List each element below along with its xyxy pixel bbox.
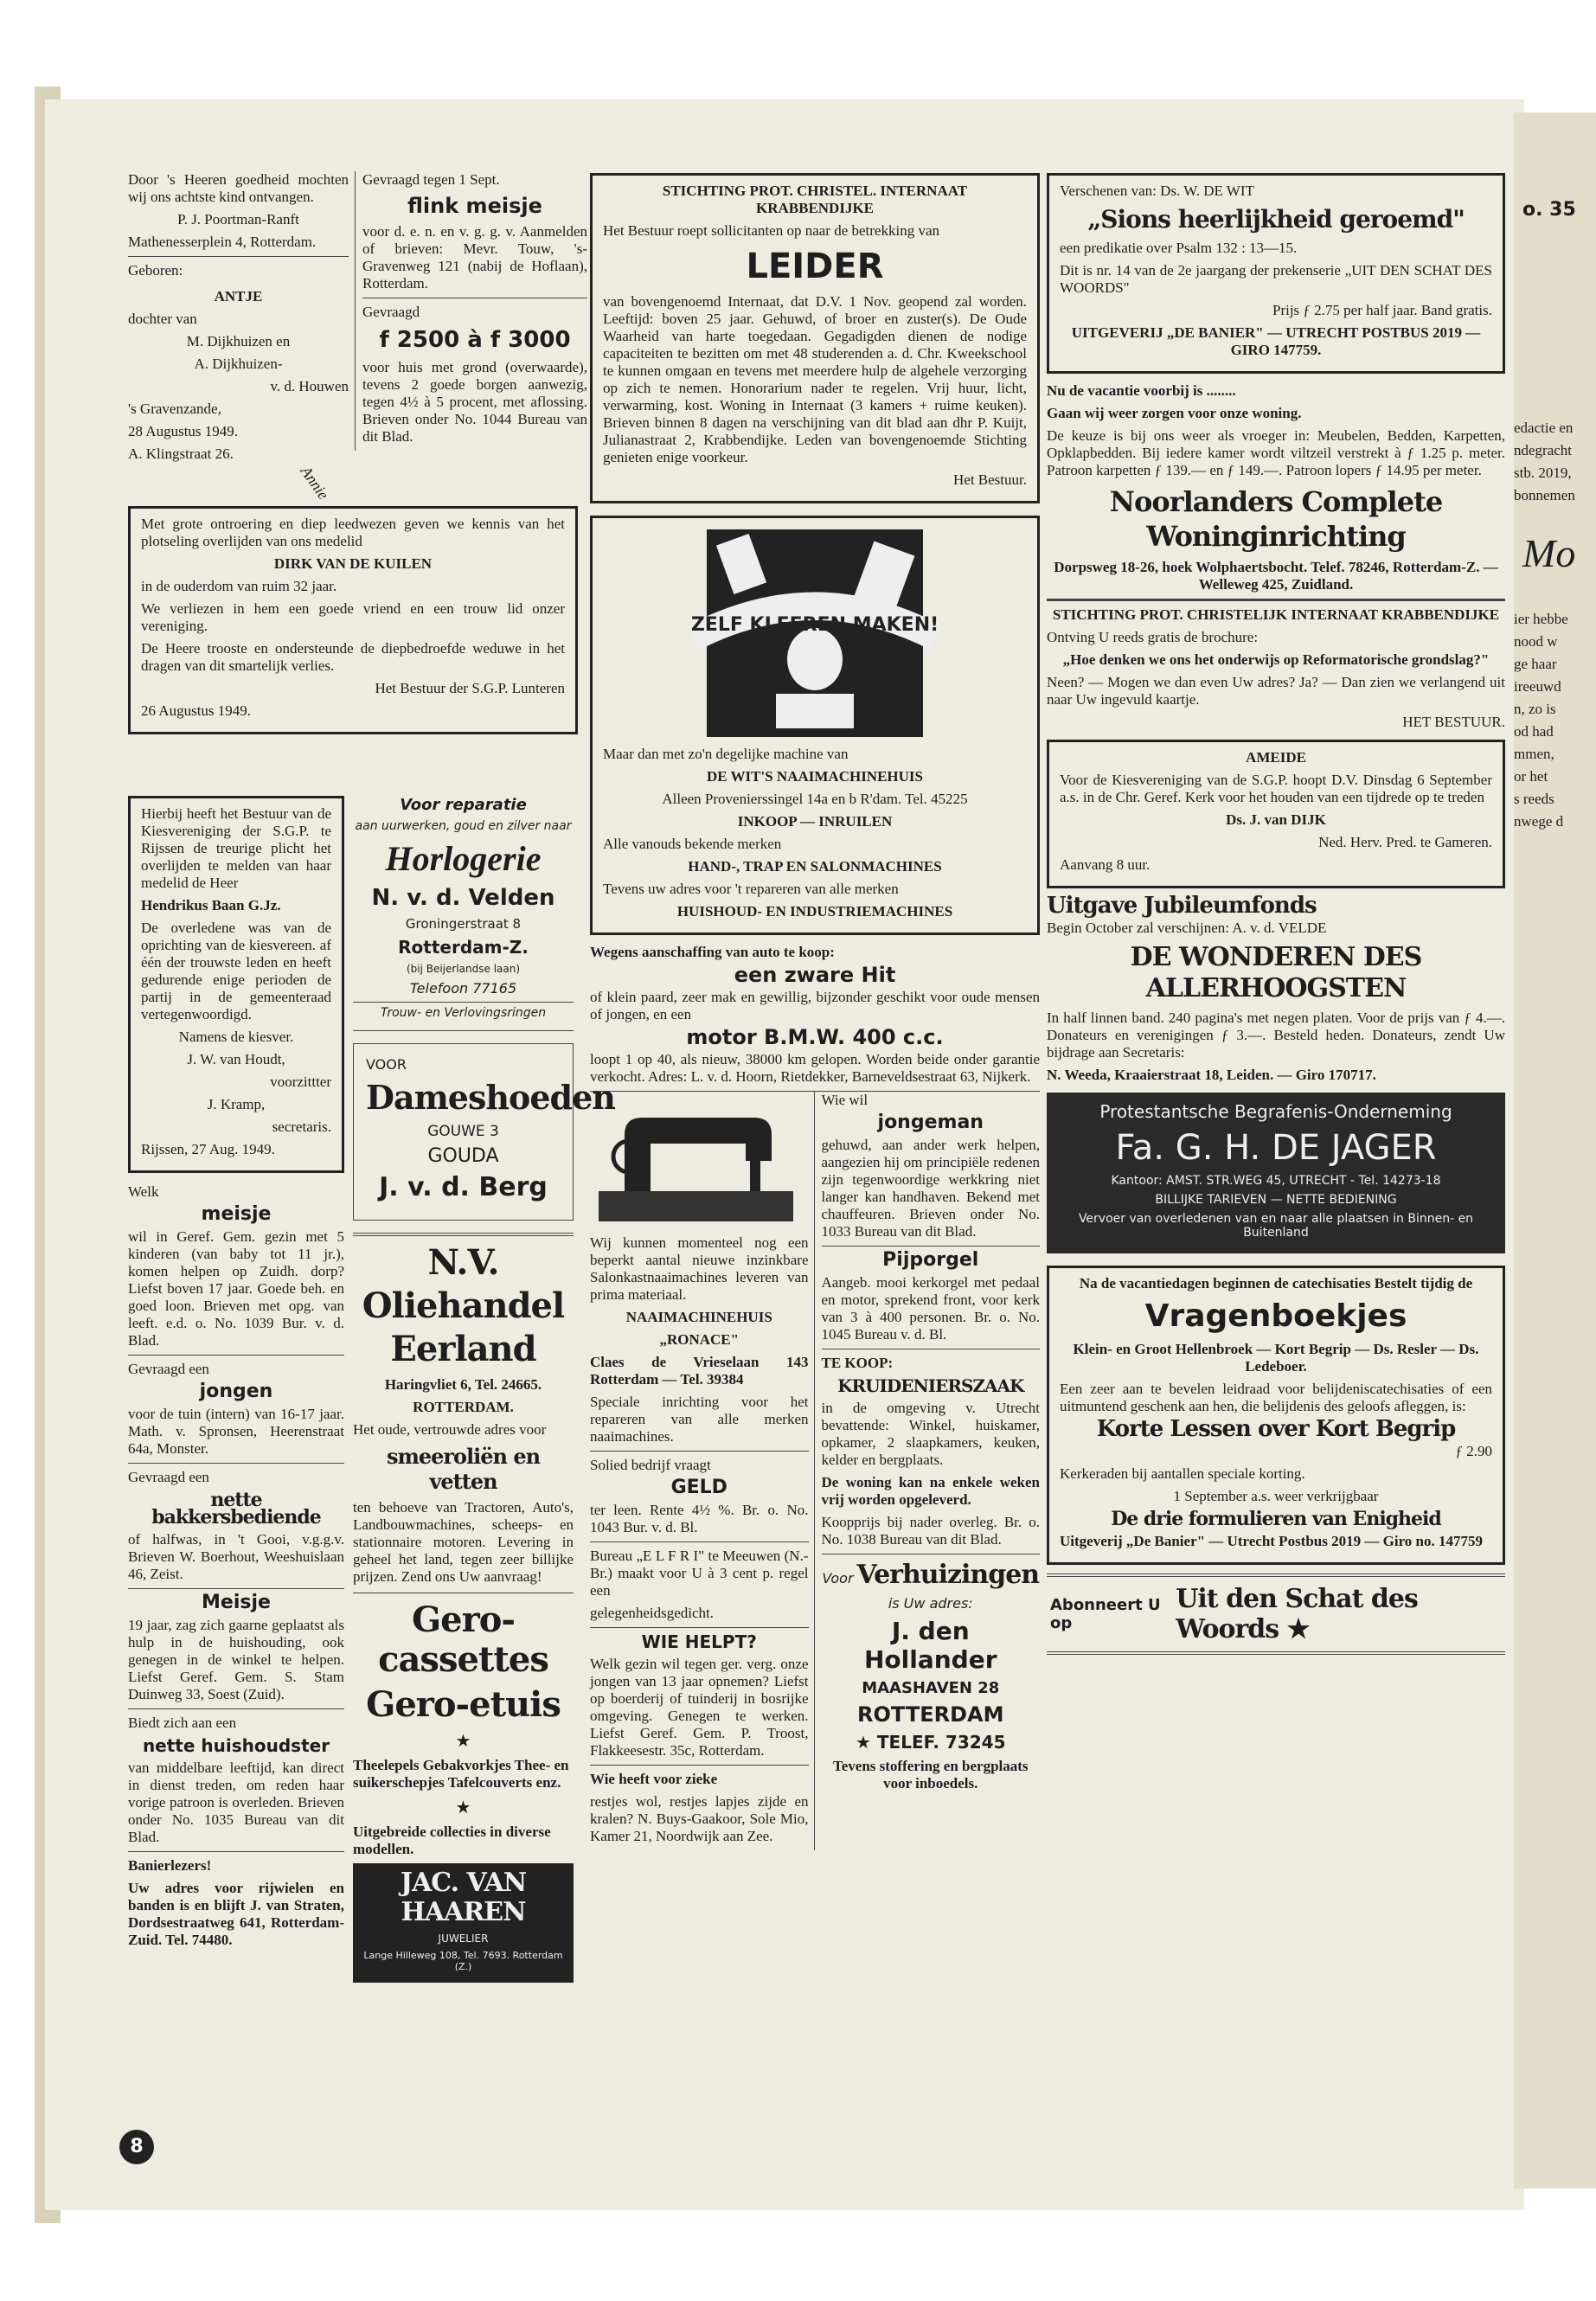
ad-meisje-welk: Welk meisje wil in Geref. Gem. gezin met 5 kinderen (van baby tot 11 jr.), komen helpen op Zuidh. dorp? Liefst boven 17 jaar. Goede beh. en goed loon. Brieven met opg. van leeft. e.d. o. No. 1039 Bur. v. d. Blad. <box>128 1183 344 1349</box>
sewing-illustration <box>603 525 1027 741</box>
column-3-bottom <box>590 1091 1040 1850</box>
mourning-notice-baan: Hierbij heeft het Bestuur van de Kiesvereniging der S.G.P. te Rijssen de treurige plicht het overlijden te melden van haar medelid de Heer Hendrikus Baan G.Jz. De overledene was van de oprichting van de kiesvereen. af één der trouwste leden en heeft gedurende enige perioden de partij in de gemeenteraad vertegenwoordigd. Namens de kiesver. J. W. van Houdt, voorzittter J. Kramp, secretaris. Rijssen, 27 Aug. 1949. <box>128 796 344 1173</box>
column-3a <box>590 1092 815 1850</box>
ad-huishoudster: Biedt zich aan een nette huishoudster van middelbare leeftijd, kan direct in dienst treden, om reden haar vorige patroon is overleden. Brieven onder No. 1035 Bureau van dit Blad. <box>128 1715 344 1845</box>
ad-naaimachinehuis: ZELF KLEEREN MAKEN! Maar dan met zo'n degelijke machine van DE WIT'S NAAIMACHINEHUIS Alleen Provenierssingel 14a en b R'dam. Tel. 45225 INKOOP — INRUILEN Alle vanouds bekende merken HAND-, TRAP EN SALONMACHINES Tevens uw adres voor 't repareren van alle merken HUISHOUD- EN INDUSTRIEMACHINES <box>590 516 1040 935</box>
ad-de-jager: Protestantsche Begrafenis-Onderneming Fa. G. H. DE JAGER Kantoor: AMST. STR.WEG 45, UTRECHT - Tel. 14273-18 BILLIJKE TARIEVEN — NETTE BEDIENING Vervoer van overledenen van en naar alle plaatsen in Binnen- en Buitenland <box>1047 1093 1505 1253</box>
banner-text: ZELF KLEEREN MAKEN! <box>690 614 939 636</box>
ad-hollander: Voor Verhuizingen is Uw adres: J. den Hollander MAASHAVEN 28 ROTTERDAM ★ TELEF. 73245 Tevens stoffering en bergplaats voor inboedels. <box>822 1560 1040 1791</box>
ad-horlogerie: Voor reparatie aan uurwerken, goud en zilver naar Horlogerie N. v. d. Velden Groningerstraat 8 Rotterdam-Z. (bij Beijerlandse laan) Telefoon 77165 Trouw- en Verlovingsringen <box>353 796 574 1031</box>
column-1 <box>128 171 349 503</box>
column-2-lower <box>353 796 615 1983</box>
ad-jubileumfonds: Uitgave Jubileumfonds Begin October zal verschijnen: A. v. d. VELDE DE WONDEREN DES ALLERHOOGSTEN In half linnen band. 240 pagina's met negen platen. Voor de prijs van ƒ 4.—. Donateurs en verenigingen ƒ 3.—. Besteld heden. Donateurs, zendt Uw bijdrage aan Secretaris: N. Weeda, Kraaierstraat 18, Leiden. — Giro 170717. <box>1047 893 1505 1083</box>
ad-dameshoeden: VOOR Dameshoeden GOUWE 3 GOUDA J. v. d. Berg <box>353 1043 574 1221</box>
ad-pijporgel: Pijporgel Aangeb. mooi kerkorgel met pedaal en motor, sprekend front, voor kerk van 3 à 400 personen. Br. o. No. 1045 Bureau v. d. Bl. <box>821 1249 1040 1343</box>
column-2-top <box>355 171 587 451</box>
column-3b <box>815 1092 1041 1850</box>
ad-wie-helpt: WIE HELPT? Welk gezin wil tegen ger. verg. onze jongen van 13 jaar opnemen? Liefst op boerderij of tuinderij in bosrijke omgeving. Genegen te werken. Liefst Geref. Gem. P. Troost, Flakkeesestr. 35c, Rotterdam. <box>590 1631 809 1759</box>
page-number: 8 <box>119 2130 154 2164</box>
column-4 <box>1047 173 1505 1655</box>
next-page-strip: o. 35 edactie en ndegracht stb. 2019, bonnemen Mo ier hebbe nood w ge haar ireeuwd n, zo is od had mmen, or het s reeds nwege d <box>1514 112 1596 2189</box>
ad-gevraagd-geld: Gevraagd f 2500 à f 3000 voor huis met grond (overwaarde), tevens 2 goede borgen aanwezig, tegen 4½ à 5 procent, met aflossing. Brieven onder No. 1044 Bureau van dit Blad. <box>362 304 587 445</box>
ad-van-haaren: JAC. VAN HAAREN JUWELIER Lange Hilleweg 108, Tel. 7693. Rotterdam (Z.) <box>353 1863 574 1983</box>
mourning-notice-kuilen: Met grote ontroering en diep leedwezen geven we kennis van het plotseling overlijden van ons medelid DIRK VAN DE KUILEN in de ouderdom van ruim 32 jaar. We verliezen in hem een goede vriend en een trouw lid onzer vereniging. De Heere trooste en ondersteunde de diepbedroefde weduwe in het dragen van dit smartelijk verlies. Het Bestuur der S.G.P. Lunteren 26 Augustus 1949. <box>128 506 578 734</box>
ad-oliehandel: N.V. Oliehandel Eerland Haringvliet 6, Tel. 24665. ROTTERDAM. Het oude, vertrouwde adres voor smeeroliën en vetten ten behoeve van Tractoren, Auto's, Landbouwmachines, scheeps- en stationnaire motoren. Levering in geheel het land, tegen zeer billijke prijzen. Zend ons Uw aanvraag! <box>353 1233 574 1586</box>
ad-zieke: Wie heeft voor zieke restjes wol, restjes lapjes zijde en kralen? N. Buys-Gaakoor, Sole Mio, Kamer 21, Noordwijk aan Zee. <box>590 1771 809 1844</box>
ad-vragenboekjes: Na de vacantiedagen beginnen de catechisaties Bestelt tijdig de Vragenboekjes Klein- en Groot Hellenbroek — Kort Begrip — Ds. Resler — Ds. Ledeboer. Een zeer aan te bevelen leidraad voor belijdeniscatechisaties of een uitmuntend geschenk aan hen, die belijdenis des geloofs afleggen, is: Korte Lessen over Kort Begrip ƒ 2.90 Kerkeraden bij aantallen speciale korting. 1 September a.s. weer verkrijgbaar De drie formulieren van Enigheid Uitgeverij „De Banier" — Utrecht Postbus 2019 — Giro no. 147759 <box>1047 1266 1505 1565</box>
ad-woninginrichting: Nu de vacantie voorbij is ........ Gaan wij weer zorgen voor onze woning. De keuze is bij ons weer als vroeger in: Meubelen, Bedden, Karpetten, Opklapbedden. Bij iedere kamer wordt viltzeil verstrekt à ƒ 1.25 p. meter. Patroon karpetten ƒ 139.— en ƒ 149.—. Patroon lopers ƒ 14.95 per meter. Noorlanders Complete Woninginrichting Dorpsweg 18-26, hoek Wolphaertsbocht. Telef. 78246, Rotterdam-Z. — Welleweg 425, Zuidland. <box>1047 382 1505 593</box>
ad-jongeman: Wie wil jongeman gehuwd, aan ander werk helpen, aangezien hij om principiële redenen zijn tegenwoordige werkkring niet langer kan handhaven. Bekend met chauffeuren. Brieven onder No. 1033 Bureau van dit Blad. <box>821 1092 1040 1240</box>
sewing-machine-illustration <box>590 1092 802 1230</box>
ad-elfri: Bureau „E L F R I" te Meeuwen (N.-Br.) maakt voor U à 3 cent p. regel een gelegenheidsgedicht. <box>590 1548 809 1621</box>
ad-jongen: Gevraagd een jongen voor de tuin (intern) van 16-17 jaar. Math. v. Spronsen, Heerenstraat 64a, Monster. <box>128 1361 344 1457</box>
column-3 <box>590 173 1040 1850</box>
ad-abonneert: Abonneert U op Uit den Schat des Woords ★ <box>1047 1574 1505 1655</box>
ad-ronace: Wij kunnen momenteel nog een beperkt aantal nieuwe inzinkbare Salonkastnaaimachines leveren van prima materiaal. NAAIMACHINEHUIS „RONACE" Claes de Vrieselaan 143 Rotterdam — Tel. 39384 Speciale inrichting voor het repareren van alle merken naaimachines. <box>590 1234 809 1445</box>
column-1-lower <box>128 796 344 1954</box>
next-page-text: ier hebbe nood w ge haar ireeuwd n, zo is od had mmen, or het s reeds nwege d <box>1514 611 1568 830</box>
ad-sions-heerlijkheid: Verschenen van: Ds. W. DE WIT „Sions heerlijkheid geroemd" een predikatie over Psalm 132 : 13—15. Dit is nr. 14 van de 2e jaargang der prekenserie „UIT DEN SCHAT DES WOORDS" Prijs ƒ 2.75 per half jaar. Band gratis. UITGEVERIJ „DE BANIER" — UTRECHT POSTBUS 2019 — GIRO 147759. <box>1047 173 1505 374</box>
birth-notice: Geboren: ANTJE Annie dochter van M. Dijkhuizen en A. Dijkhuizen- v. d. Houwen 's Gravenzande, 28 Augustus 1949. A. Klingstraat 26. <box>128 262 349 503</box>
ad-leider: STICHTING PROT. CHRISTEL. INTERNAAT KRABBENDIJKE Het Bestuur roept sollicitanten op naar de betrekking van LEIDER van bovengenoemd Internaat, dat D.V. 1 Nov. geopend zal worden. Leeftijd: boven 25 jaar. Gehuwd, of broer en zuster(s). De Oude Waarheid van harte toegedaan. Gegadigden dienen de nodige capaciteiten te bezitten om met 48 studerenden a. d. Chr. Kweekschool te kunnen omgaan en tevens met meerdere hulp de algehele verzorging op zich te nemen. Honorarium nader te regelen. Vrij huur, licht, verwarming, kost. Woning in Internaat (3 kamers + ruime keuken). Brieven binnen 8 dagen na verschijning van dit blad aan dhr P. Kuijt, Julianastraat 2, Krabbendijke. Leden van bovengenoemde Stichting genieten enige voorkeur. Het Bestuur. <box>590 173 1040 503</box>
ad-bakkersbediende: Gevraagd een nette bakkersbediende of halfwas, in 't Gooi, v.g.g.v. Brieven W. Boerhout, Weeshuislaan 46, Zeist. <box>128 1469 344 1582</box>
handwritten-annotation: Annie <box>297 463 333 503</box>
ad-motor: Wegens aanschaffing van auto te koop: een zware Hit of klein paard, zeer mak en gewillig, bijzonder geschikt voor oude mensen of jongen, en een motor B.M.W. 400 c.c. loopt 1 op 40, als nieuw, 38000 km gelopen. Worden beide onder garantie verkocht. Adres: L. v. d. Hoorn, Rietdekker, Barneveldsestraat 63, Nijkerk. <box>590 944 1040 1085</box>
ad-kruideniers: TE KOOP: KRUIDENIERSZAAK in de omgeving v. Utrecht bevattende: Winkel, huiskamer, opkamer, 2 slaapkamers, keuken, kelder en bergplaats. De woning kan na enkele weken vrij worden opgeleverd. Koopprijs bij nader overleg. Br. o. No. 1038 Bureau van dit Blad. <box>821 1355 1040 1548</box>
ad-geld: Solied bedrijf vraagt GELD ter leen. Rente 4½ %. Br. o. No. 1043 Bur. v. d. Bl. <box>590 1457 809 1535</box>
ad-ameide: AMEIDE Voor de Kiesvereniging van de S.G.P. hoopt D.V. Dinsdag 6 September a.s. in de Chr. Geref. Kerk voor het houden van een tijdrede op te treden Ds. J. van DIJK Ned. Herv. Pred. te Gameren. Aanvang 8 uur. <box>1047 740 1505 888</box>
ad-banierlezers: Banierlezers! Uw adres voor rijwielen en banden is en blijft J. van Straten, Dordsestraatweg 641, Rotterdam-Zuid. Tel. 74480. <box>128 1857 344 1948</box>
ad-flink-meisje: Gevraagd tegen 1 Sept. flink meisje voor d. e. n. en v. g. g. v. Aanmelden of brieven: Mevr. Touw, 's-Gravenweg 121 (nabij de Hoflaan), Rotterdam. <box>362 171 587 292</box>
ad-internaat-brochure: STICHTING PROT. CHRISTELIJK INTERNAAT KRABBENDIJKE Ontving U reeds gratis de brochure: „Hoe denken we ons het onderwijs op Reformatorische grondslag?" Neen? — Mogen we dan even Uw adres? Ja? — Dan zien we verlangend uit naar Uw ingevuld kaartje. HET BESTUUR. <box>1047 606 1505 730</box>
thanks-notice: Door 's Heeren goedheid mochten wij ons achtste kind ontvangen. P. J. Poortman-Ranft Mathenesserplein 4, Rotterdam. <box>128 171 349 250</box>
ad-meisje-19: Meisje 19 jaar, zag zich gaarne geplaatst als hulp in de huishouding, ook genegen in de winkel te helpen. Liefst Geref. Gem. S. Stam Duinweg 33, Soest (Zuid). <box>128 1592 344 1702</box>
ad-gero: Gero-cassettes Gero-etuis ★ Theelepels Gebakvorkjes Thee- en suikerschepjes Tafelcouverts enz. ★ Uitgebreide collecties in diverse modellen. <box>353 1593 574 1858</box>
